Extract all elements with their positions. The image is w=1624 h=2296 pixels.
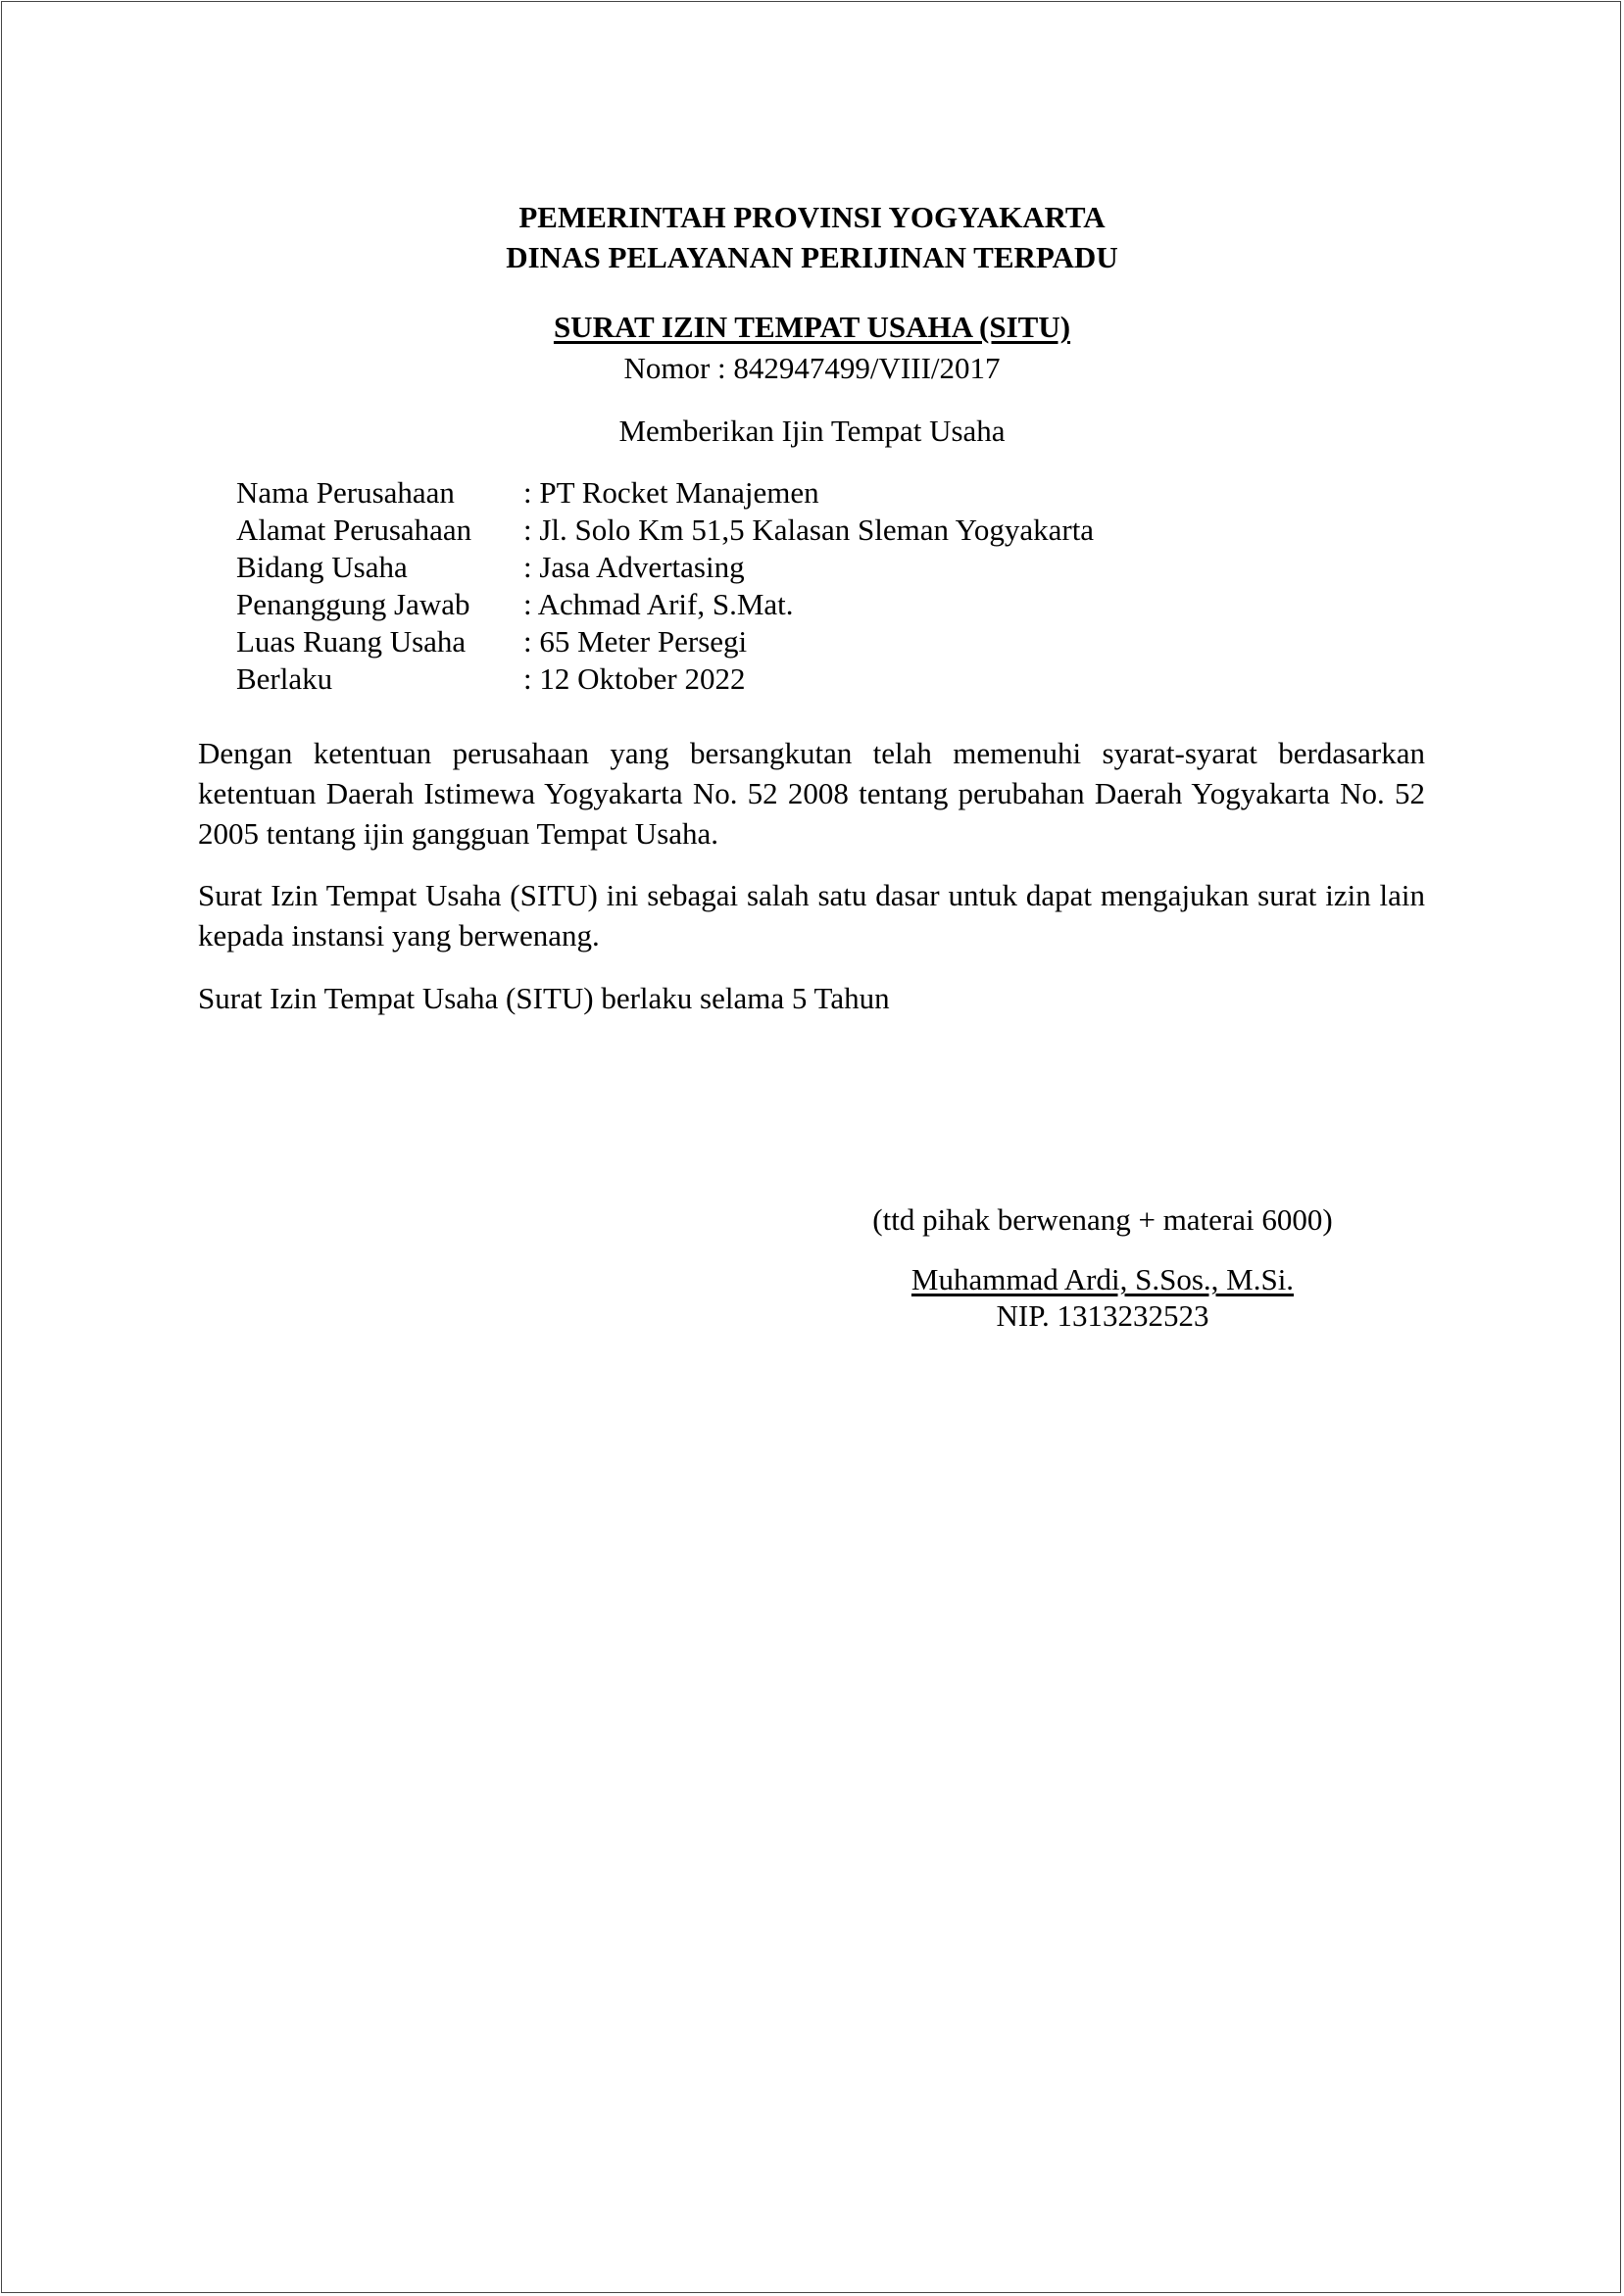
signatory-name: Muhammad Ardi, S.Sos., M.Si. <box>910 1262 1295 1296</box>
paragraph-terms: Dengan ketentuan perusahaan yang bersangkutan telah memenuhi syarat-syarat berdasarkan ketentuan Daerah Istimewa Yogyakarta No. 52 2008 tentang perubahan Daerah Yogyakarta No. 52 2005 tentang ijin gangguan Tempat Usaha. <box>198 736 1425 851</box>
document-title-wrap <box>0 308 1624 347</box>
document-number: Nomor : 842947499/VIII/2017 <box>623 351 1001 385</box>
field-value: : 12 Oktober 2022 <box>523 661 746 696</box>
field-value: : Achmad Arif, S.Mat. <box>523 587 794 621</box>
document-title: SURAT IZIN TEMPAT USAHA (SITU) <box>553 310 1071 344</box>
field-value: : 65 Meter Persegi <box>523 624 748 659</box>
field-label: Bidang Usaha <box>236 550 408 584</box>
signature-note: (ttd pihak berwenang + materai 6000) <box>872 1202 1333 1237</box>
signatory-nip: NIP. 1313232523 <box>996 1298 1209 1333</box>
field-value: : Jl. Solo Km 51,5 Kalasan Sleman Yogyakarta <box>523 513 1095 547</box>
field-label: Luas Ruang Usaha <box>236 624 467 659</box>
signatory-name-wrap <box>843 1260 1362 1299</box>
intro-text: Memberikan Ijin Tempat Usaha <box>618 414 1006 448</box>
paragraph-validity: Surat Izin Tempat Usaha (SITU) berlaku selama 5 Tahun <box>198 981 890 1015</box>
field-label: Alamat Perusahaan <box>236 513 472 547</box>
paragraph-purpose: Surat Izin Tempat Usaha (SITU) ini sebagai salah satu dasar untuk dapat mengajukan surat izin lain kepada instansi yang berwenang. <box>198 878 1425 953</box>
field-value: : Jasa Advertasing <box>523 550 745 584</box>
field-value: : PT Rocket Manajemen <box>523 475 819 510</box>
field-label: Berlaku <box>236 661 333 696</box>
field-label: Penanggung Jawab <box>236 587 470 621</box>
field-label: Nama Perusahaan <box>236 475 455 510</box>
header-agency: DINAS PELAYANAN PERIJINAN TERPADU <box>506 240 1118 274</box>
header-government: PEMERINTAH PROVINSI YOGYAKARTA <box>518 200 1106 234</box>
